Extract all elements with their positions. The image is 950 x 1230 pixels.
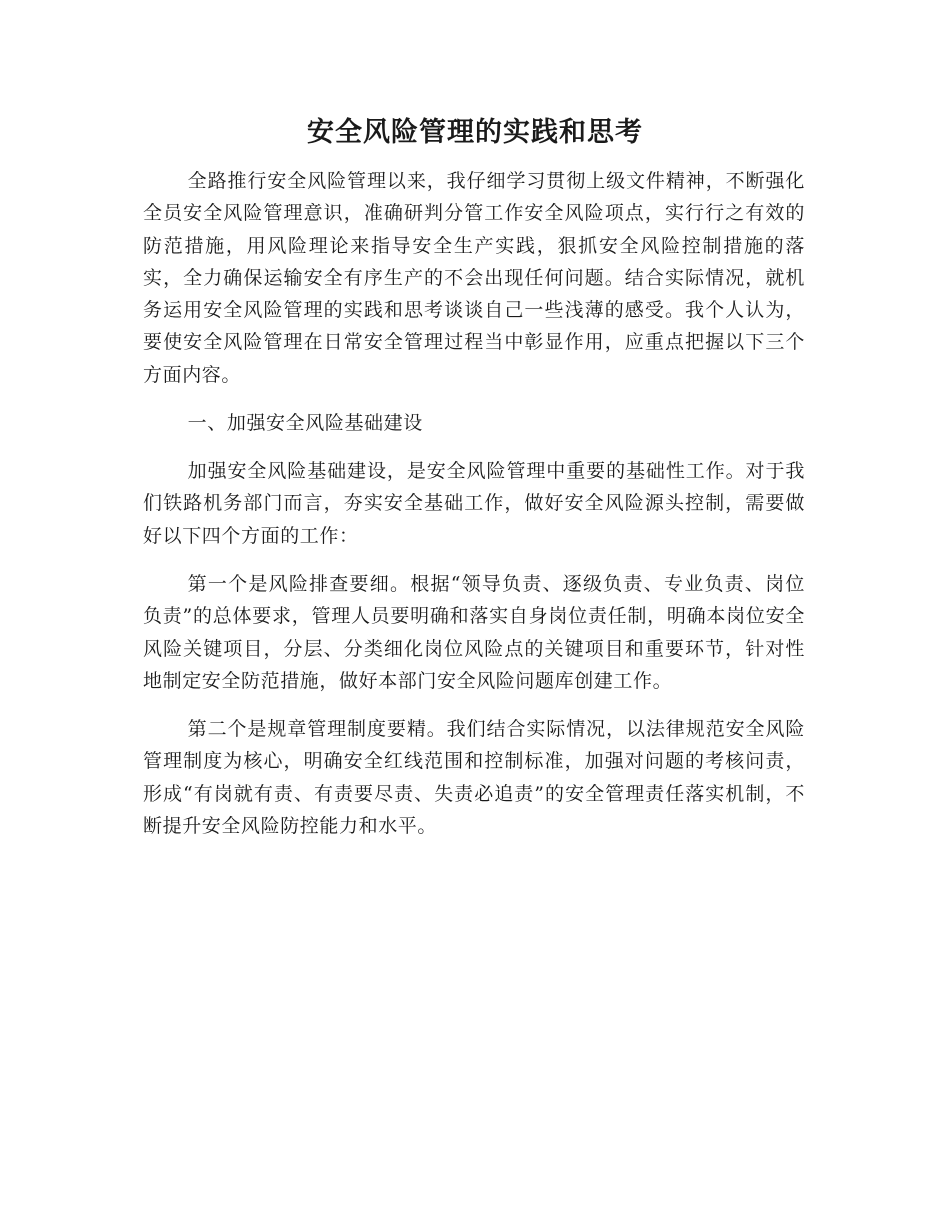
- section-one-paragraph: 第一个是风险排查要细。根据“领导负责、逐级负责、专业负责、岗位负责”的总体要求，管理人员要明确和落实自身岗位责任制，明确本岗位安全风险关键项目，分层、分类细化岗位风险点的关键项目和重要环节，针对性地制定安全防范措施，做好本部门安全风险问题库创建工作。: [143, 572, 805, 692]
- document-body: [143, 165, 805, 842]
- intro-paragraph: 全路推行安全风险管理以来，我仔细学习贯彻上级文件精神，不断强化全员安全风险管理意识，准确研判分管工作安全风险项点，实行行之有效的防范措施，用风险理论来指导安全生产实践，狠抓安全风险控制措施的落实，全力确保运输安全有序生产的不会出现任何问题。结合实际情况，就机务运用安全风险管理的实践和思考谈谈自己一些浅薄的感受。我个人认为，要使安全风险管理在日常安全管理过程当中彰显作用，应重点把握以下三个方面内容。: [143, 170, 805, 386]
- section-one-paragraph: 第二个是规章管理制度要精。我们结合实际情况，以法律规范安全风险管理制度为核心，明确安全红线范围和控制标准，加强对问题的考核问责，形成“有岗就有责、有责要尽责、失责必追责”的安全管理责任落实机制，不断提升安全风险防控能力和水平。: [143, 718, 805, 838]
- document-title: 安全风险管理的实践和思考: [307, 117, 643, 148]
- section-one-heading: 一、加强安全风险基础建设: [187, 412, 423, 435]
- section-one-paragraph: 加强安全风险基础建设，是安全风险管理中重要的基础性工作。对于我们铁路机务部门而言，夯实安全基础工作，做好安全风险源头控制，需要做好以下四个方面的工作：: [143, 460, 805, 547]
